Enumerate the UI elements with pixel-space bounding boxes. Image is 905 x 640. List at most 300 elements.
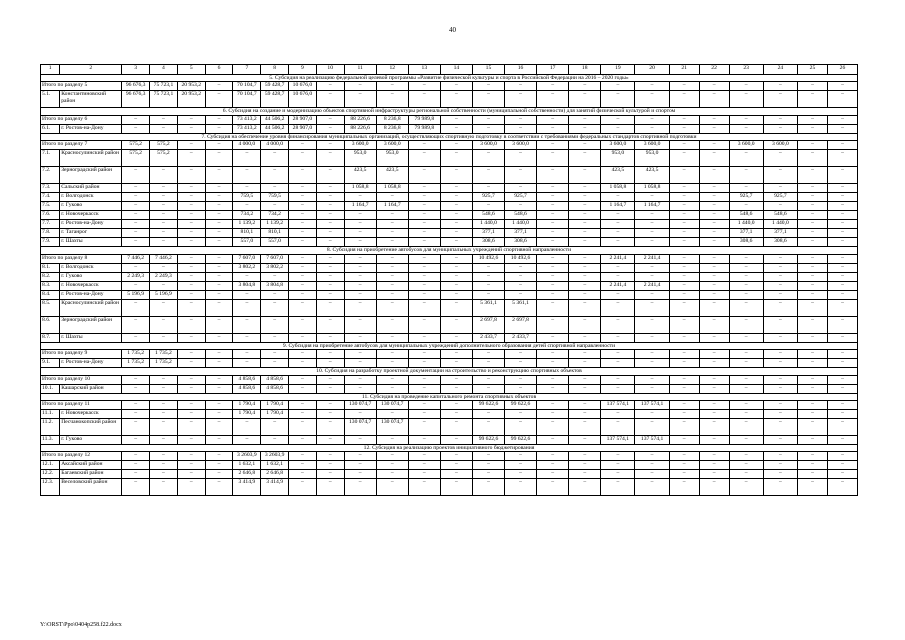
value-cell: – (827, 375, 857, 384)
value-cell: 308,6 (472, 238, 504, 247)
value-cell: – (150, 333, 178, 342)
value-cell: – (408, 211, 440, 220)
value-cell: – (344, 479, 376, 496)
value-cell: 3 804,8 (233, 281, 261, 290)
value-cell: – (569, 409, 601, 418)
value-cell: – (798, 263, 828, 272)
table-row (41, 400, 858, 409)
value-cell: – (601, 238, 635, 247)
value-cell: 28 907,0 (289, 124, 317, 133)
value-cell: – (472, 202, 504, 211)
value-cell: – (569, 299, 601, 316)
value-cell: – (289, 418, 317, 435)
value-cell: – (569, 359, 601, 368)
value-cell: – (440, 409, 472, 418)
value-cell: – (537, 202, 569, 211)
value-cell: – (344, 263, 376, 272)
value-cell: – (289, 400, 317, 409)
value-cell: – (669, 400, 699, 409)
row-label: Итого по разделу 8 (41, 254, 122, 263)
section-heading-row (41, 75, 858, 82)
value-cell: – (669, 316, 699, 333)
value-cell: – (289, 452, 317, 461)
value-cell: – (827, 350, 857, 359)
value-cell: – (472, 290, 504, 299)
column-number: 26 (827, 65, 857, 75)
value-cell: – (408, 316, 440, 333)
value-cell: – (699, 470, 729, 479)
value-cell: 953,0 (344, 150, 376, 167)
value-cell: – (635, 470, 669, 479)
value-cell: – (344, 281, 376, 290)
value-cell: – (669, 384, 699, 393)
row-label: г. Новочеркасск (60, 281, 122, 290)
value-cell: 575,2 (150, 150, 178, 167)
value-cell: – (472, 263, 504, 272)
value-cell: – (601, 82, 635, 91)
value-cell: – (177, 281, 205, 290)
subsidy-table (40, 64, 858, 496)
value-cell: – (827, 333, 857, 342)
value-cell: – (601, 211, 635, 220)
value-cell: – (205, 384, 233, 393)
value-cell: – (537, 461, 569, 470)
value-cell: – (233, 290, 261, 299)
value-cell: – (316, 470, 344, 479)
value-cell: – (440, 400, 472, 409)
value-cell: – (440, 418, 472, 435)
value-cell: – (537, 435, 569, 444)
value-cell: 759,5 (233, 193, 261, 202)
value-cell: – (472, 375, 504, 384)
table-row (41, 418, 858, 435)
value-cell: 7 607,0 (261, 254, 289, 263)
column-number: 7 (233, 65, 261, 75)
value-cell: – (289, 384, 317, 393)
value-cell: – (177, 184, 205, 193)
row-label: Аксайский район (60, 461, 122, 470)
value-cell: 423,5 (376, 167, 408, 184)
value-cell: – (798, 461, 828, 470)
value-cell: – (827, 167, 857, 184)
value-cell: 308,6 (763, 238, 797, 247)
value-cell: – (289, 479, 317, 496)
value-cell: – (699, 479, 729, 496)
value-cell: – (261, 316, 289, 333)
value-cell: – (669, 470, 699, 479)
value-cell: – (798, 409, 828, 418)
row-number: 9.1. (41, 359, 60, 368)
value-cell: – (798, 479, 828, 496)
value-cell: – (763, 435, 797, 444)
row-number: 7.6. (41, 211, 60, 220)
value-cell: – (289, 409, 317, 418)
value-cell: 548,6 (729, 211, 763, 220)
value-cell: – (150, 479, 178, 496)
value-cell: – (798, 238, 828, 247)
value-cell: – (376, 229, 408, 238)
value-cell: 88 226,6 (344, 115, 376, 124)
value-cell: – (763, 400, 797, 409)
value-cell: – (763, 290, 797, 299)
value-cell: – (408, 272, 440, 281)
value-cell: – (505, 202, 537, 211)
row-number: 7.7. (41, 220, 60, 229)
value-cell: – (601, 418, 635, 435)
value-cell: – (440, 115, 472, 124)
value-cell: 2 241,4 (601, 254, 635, 263)
value-cell: – (537, 316, 569, 333)
value-cell: – (408, 452, 440, 461)
value-cell: – (472, 150, 504, 167)
value-cell: – (669, 359, 699, 368)
value-cell: – (505, 290, 537, 299)
value-cell: – (669, 141, 699, 150)
row-label: Багаевский район (60, 470, 122, 479)
value-cell: – (505, 281, 537, 290)
value-cell: – (537, 193, 569, 202)
value-cell: – (669, 82, 699, 91)
row-label: г. Ростов-на-Дону (60, 124, 122, 133)
value-cell: – (827, 150, 857, 167)
value-cell: – (150, 193, 178, 202)
value-cell: – (440, 350, 472, 359)
value-cell: – (798, 167, 828, 184)
row-number: 7.9. (41, 238, 60, 247)
value-cell: – (827, 141, 857, 150)
value-cell: 3 600,0 (635, 141, 669, 150)
value-cell: 925,7 (472, 193, 504, 202)
value-cell: 130 074,7 (344, 418, 376, 435)
value-cell: – (763, 167, 797, 184)
value-cell: 759,5 (261, 193, 289, 202)
value-cell: – (344, 470, 376, 479)
value-cell: – (798, 115, 828, 124)
value-cell: 79 989,8 (408, 124, 440, 133)
value-cell: – (669, 263, 699, 272)
value-cell: – (699, 409, 729, 418)
table-row (41, 350, 858, 359)
value-cell: – (316, 435, 344, 444)
value-cell: – (569, 167, 601, 184)
value-cell: – (729, 263, 763, 272)
value-cell: – (344, 461, 376, 470)
value-cell: 4 000,0 (233, 141, 261, 150)
value-cell: – (289, 220, 317, 229)
value-cell: – (635, 299, 669, 316)
value-cell: – (233, 272, 261, 281)
row-number: 7.8. (41, 229, 60, 238)
value-cell: – (699, 461, 729, 470)
value-cell: – (569, 184, 601, 193)
value-cell: – (601, 115, 635, 124)
column-number: 19 (601, 65, 635, 75)
table-row (41, 333, 858, 342)
value-cell: – (408, 150, 440, 167)
value-cell: – (316, 82, 344, 91)
value-cell: – (344, 272, 376, 281)
value-cell: – (408, 350, 440, 359)
value-cell: – (261, 418, 289, 435)
value-cell: – (729, 150, 763, 167)
value-cell: – (150, 124, 178, 133)
value-cell: 557,0 (233, 238, 261, 247)
value-cell: – (669, 202, 699, 211)
value-cell: – (472, 91, 504, 108)
value-cell: 548,6 (763, 211, 797, 220)
value-cell: 1 632,1 (261, 461, 289, 470)
value-cell: – (635, 115, 669, 124)
row-label: Веселовский район (60, 479, 122, 496)
value-cell: – (376, 359, 408, 368)
value-cell: – (729, 254, 763, 263)
value-cell: – (569, 229, 601, 238)
value-cell: – (827, 470, 857, 479)
value-cell: 5 196,9 (150, 290, 178, 299)
value-cell: – (669, 150, 699, 167)
value-cell: – (569, 461, 601, 470)
value-cell: – (569, 150, 601, 167)
value-cell: – (505, 350, 537, 359)
value-cell: – (763, 409, 797, 418)
value-cell: 1 058,8 (344, 184, 376, 193)
section-heading: 9. Субсидия на приобретение автобусов для муниципальных учреждений дополнительного образования детей спортивной направленности (41, 342, 858, 349)
value-cell: 10 492,6 (505, 254, 537, 263)
value-cell: – (440, 254, 472, 263)
value-cell: – (122, 479, 150, 496)
value-cell: – (505, 263, 537, 272)
value-cell: – (601, 272, 635, 281)
value-cell: – (177, 452, 205, 461)
value-cell: – (344, 238, 376, 247)
value-cell: – (601, 384, 635, 393)
column-number: 4 (150, 65, 178, 75)
value-cell: – (316, 418, 344, 435)
value-cell: 137 574,1 (601, 435, 635, 444)
value-cell: – (261, 184, 289, 193)
column-number: 17 (537, 65, 569, 75)
value-cell: 1 164,7 (376, 202, 408, 211)
value-cell: – (177, 299, 205, 316)
value-cell: – (440, 211, 472, 220)
value-cell: – (798, 211, 828, 220)
value-cell: – (177, 461, 205, 470)
value-cell: – (122, 299, 150, 316)
value-cell: – (440, 290, 472, 299)
value-cell: 925,7 (505, 193, 537, 202)
value-cell: – (763, 333, 797, 342)
value-cell: – (798, 184, 828, 193)
value-cell: – (316, 167, 344, 184)
value-cell: – (729, 400, 763, 409)
value-cell: – (177, 350, 205, 359)
value-cell: – (729, 91, 763, 108)
value-cell: – (729, 350, 763, 359)
value-cell: – (344, 82, 376, 91)
value-cell: – (699, 384, 729, 393)
value-cell: 3 600,0 (601, 141, 635, 150)
value-cell: – (699, 238, 729, 247)
value-cell: – (827, 82, 857, 91)
value-cell: – (827, 384, 857, 393)
value-cell: – (699, 150, 729, 167)
value-cell: 3 2603,9 (261, 452, 289, 461)
value-cell: – (472, 359, 504, 368)
value-cell: – (289, 461, 317, 470)
value-cell: 377,1 (763, 229, 797, 238)
value-cell: – (316, 359, 344, 368)
value-cell: – (177, 115, 205, 124)
row-number: 8.5. (41, 299, 60, 316)
value-cell: – (316, 409, 344, 418)
value-cell: 10 676,0 (289, 82, 317, 91)
value-cell: 10 676,0 (289, 91, 317, 108)
value-cell: – (408, 384, 440, 393)
value-cell: – (827, 229, 857, 238)
row-label: Красносулинский район (60, 299, 122, 316)
value-cell: – (601, 479, 635, 496)
value-cell: 308,6 (505, 238, 537, 247)
value-cell: – (569, 124, 601, 133)
value-cell: – (440, 272, 472, 281)
row-number: 6.1. (41, 124, 60, 133)
section-heading: 7. Субсидия на обеспечение уровня финансирования муниципальных организаций, осуществляющих спортивную подготовку в соответствии с требованиями федеральных стандартов спортивной подготовки (41, 133, 858, 140)
value-cell: – (376, 384, 408, 393)
value-cell: – (122, 281, 150, 290)
value-cell: – (440, 238, 472, 247)
row-number: 10.1. (41, 384, 60, 393)
value-cell: – (150, 435, 178, 444)
value-cell: – (537, 375, 569, 384)
value-cell: – (827, 254, 857, 263)
value-cell: – (205, 184, 233, 193)
row-label: Итого по разделу 12 (41, 452, 122, 461)
value-cell: – (763, 281, 797, 290)
value-cell: – (233, 202, 261, 211)
row-label: Константиновский район (60, 91, 122, 108)
value-cell: – (122, 384, 150, 393)
row-label: Сальский район (60, 184, 122, 193)
value-cell: – (669, 350, 699, 359)
value-cell: – (177, 316, 205, 333)
value-cell: – (122, 115, 150, 124)
value-cell: – (699, 316, 729, 333)
value-cell: – (699, 254, 729, 263)
value-cell: 3 414,9 (261, 479, 289, 496)
value-cell: – (763, 150, 797, 167)
value-cell: 2 697,8 (505, 316, 537, 333)
section-heading: 6. Субсидия на создание и модернизацию объектов спортивной инфраструктуры региональной собственности (муниципальной собственности) для занятий физической культурой и спортом (41, 108, 858, 115)
value-cell: – (205, 115, 233, 124)
value-cell: – (569, 254, 601, 263)
value-cell: – (537, 359, 569, 368)
value-cell: 3 414,9 (233, 479, 261, 496)
value-cell: 3 600,0 (376, 141, 408, 150)
value-cell: – (205, 316, 233, 333)
value-cell: – (635, 124, 669, 133)
value-cell: – (316, 124, 344, 133)
value-cell: 3 600,0 (344, 141, 376, 150)
value-cell: – (289, 238, 317, 247)
value-cell: – (798, 400, 828, 409)
section-heading-row (41, 108, 858, 115)
value-cell: – (569, 375, 601, 384)
column-number: 20 (635, 65, 669, 75)
row-label: Зерноградский район (60, 316, 122, 333)
value-cell: – (261, 350, 289, 359)
row-number: 7.5. (41, 202, 60, 211)
value-cell: – (669, 375, 699, 384)
column-number: 1 (41, 65, 60, 75)
value-cell: – (472, 479, 504, 496)
value-cell: – (177, 479, 205, 496)
value-cell: – (729, 418, 763, 435)
row-label: Итого по разделу 10 (41, 375, 122, 384)
value-cell: – (827, 359, 857, 368)
value-cell: – (289, 167, 317, 184)
value-cell: – (177, 418, 205, 435)
value-cell: – (635, 479, 669, 496)
value-cell: – (289, 141, 317, 150)
value-cell: – (699, 193, 729, 202)
value-cell: – (569, 82, 601, 91)
value-cell: 1 164,7 (344, 202, 376, 211)
value-cell: – (505, 384, 537, 393)
row-number: 12.1. (41, 461, 60, 470)
value-cell: – (177, 141, 205, 150)
value-cell: 308,6 (729, 238, 763, 247)
value-cell: – (205, 193, 233, 202)
value-cell: – (763, 384, 797, 393)
table-row (41, 124, 858, 133)
value-cell: – (408, 375, 440, 384)
value-cell: – (763, 124, 797, 133)
value-cell: 28 907,0 (289, 115, 317, 124)
value-cell: – (205, 479, 233, 496)
value-cell: – (440, 220, 472, 229)
value-cell: – (205, 272, 233, 281)
value-cell: – (537, 115, 569, 124)
column-number: 25 (798, 65, 828, 75)
value-cell: 99 622,6 (472, 400, 504, 409)
value-cell: – (601, 359, 635, 368)
column-number: 3 (122, 65, 150, 75)
value-cell: – (150, 400, 178, 409)
value-cell: – (440, 384, 472, 393)
value-cell: – (505, 470, 537, 479)
value-cell: – (699, 229, 729, 238)
value-cell: – (289, 184, 317, 193)
value-cell: – (827, 316, 857, 333)
value-cell: 44 506,2 (261, 124, 289, 133)
value-cell: – (440, 435, 472, 444)
value-cell: 548,6 (472, 211, 504, 220)
value-cell: 96 676,3 (122, 91, 150, 108)
value-cell: – (699, 299, 729, 316)
value-cell: – (440, 359, 472, 368)
value-cell: 423,5 (601, 167, 635, 184)
value-cell: – (763, 479, 797, 496)
value-cell: 44 506,2 (261, 115, 289, 124)
value-cell: – (177, 375, 205, 384)
value-cell: 88 226,6 (344, 124, 376, 133)
value-cell: – (669, 124, 699, 133)
value-cell: – (376, 220, 408, 229)
value-cell: – (798, 350, 828, 359)
value-cell: – (699, 167, 729, 184)
table-row (41, 299, 858, 316)
value-cell: – (635, 193, 669, 202)
